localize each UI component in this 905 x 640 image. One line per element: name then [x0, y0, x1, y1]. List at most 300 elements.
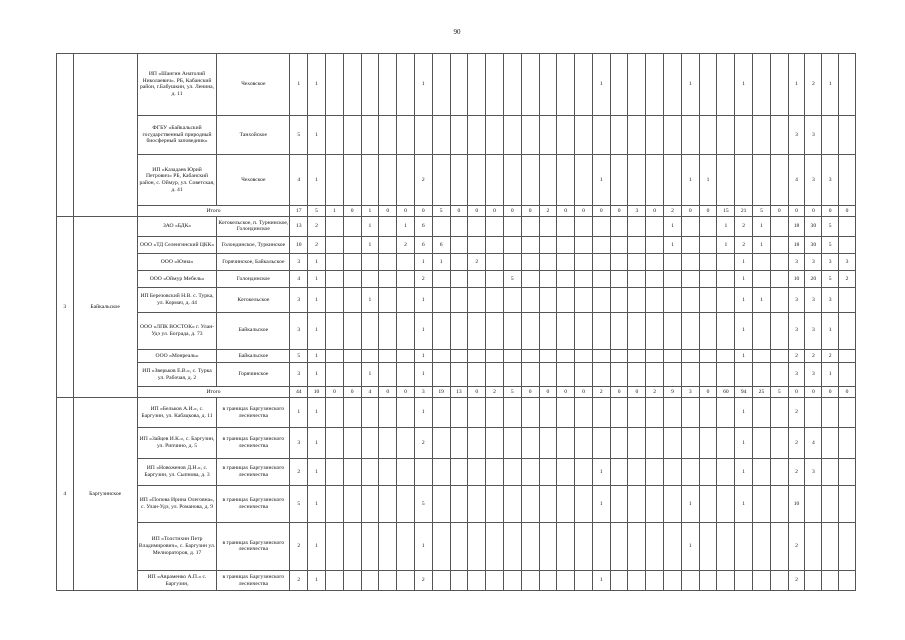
value-cell [432, 115, 450, 155]
value-cell [468, 571, 486, 591]
value-cell [646, 398, 664, 428]
value-cell [343, 115, 361, 155]
value-cell: 18 [788, 216, 805, 236]
value-cell: 30 [805, 216, 822, 236]
value-cell [486, 458, 504, 486]
value-cell [770, 236, 788, 254]
value-cell [592, 115, 610, 155]
value-cell [575, 236, 593, 254]
value-cell [503, 236, 521, 254]
total-value-cell: 0 [805, 387, 822, 398]
value-cell [681, 236, 699, 254]
value-cell [486, 155, 504, 206]
value-cell: 4 [788, 155, 805, 206]
value-cell [664, 155, 682, 206]
value-cell [681, 312, 699, 349]
value-cell [325, 363, 343, 387]
value-cell [325, 216, 343, 236]
value-cell: 1 [308, 458, 326, 486]
value-cell [379, 398, 397, 428]
value-cell [592, 236, 610, 254]
value-cell [753, 312, 771, 349]
total-value-cell: 0 [486, 205, 504, 216]
value-cell: 3 [290, 428, 308, 459]
value-cell [839, 155, 856, 206]
value-cell [628, 155, 646, 206]
value-cell: 1 [308, 486, 326, 522]
total-value-cell: 0 [343, 387, 361, 398]
value-cell [503, 312, 521, 349]
value-cell [450, 54, 468, 116]
value-cell [839, 349, 856, 362]
value-cell [397, 54, 415, 116]
value-cell [610, 486, 628, 522]
table-row [57, 428, 856, 459]
value-cell: 2 [414, 155, 432, 206]
value-cell: 1 [735, 486, 753, 522]
value-cell [503, 522, 521, 570]
value-cell: 1 [308, 254, 326, 271]
forest-users-table [56, 53, 856, 591]
value-cell [521, 254, 539, 271]
forestry-area-cell: Танхойское [217, 115, 290, 155]
value-cell [397, 312, 415, 349]
value-cell: 2 [308, 216, 326, 236]
value-cell [468, 155, 486, 206]
value-cell: 1 [753, 288, 771, 312]
value-cell [839, 522, 856, 570]
value-cell: 5 [822, 216, 839, 236]
value-cell [432, 349, 450, 362]
value-cell [539, 522, 557, 570]
value-cell [379, 486, 397, 522]
value-cell [770, 363, 788, 387]
value-cell: 1 [735, 398, 753, 428]
value-cell [610, 288, 628, 312]
value-cell: 1 [308, 398, 326, 428]
value-cell [539, 363, 557, 387]
value-cell [432, 288, 450, 312]
value-cell [503, 486, 521, 522]
value-cell [450, 216, 468, 236]
value-cell [414, 458, 432, 486]
value-cell [699, 270, 717, 288]
value-cell [770, 254, 788, 271]
value-cell: 1 [592, 486, 610, 522]
total-value-cell: 0 [343, 205, 361, 216]
value-cell [770, 270, 788, 288]
value-cell [503, 54, 521, 116]
organization-cell: ИП «Новоженов Д.Н.», с. Баргузин, ул. Сыпнова, д. 3 [137, 458, 217, 486]
value-cell [575, 349, 593, 362]
value-cell: 1 [308, 155, 326, 206]
value-cell [503, 349, 521, 362]
district-name: Баргузинское [73, 398, 137, 591]
value-cell [822, 458, 839, 486]
value-cell [325, 571, 343, 591]
value-cell [805, 522, 822, 570]
value-cell: 2 [290, 571, 308, 591]
total-value-cell: 0 [450, 205, 468, 216]
value-cell: 3 [822, 254, 839, 271]
value-cell [503, 571, 521, 591]
value-cell: 1 [308, 270, 326, 288]
value-cell [839, 398, 856, 428]
organization-cell: ИП «Зверьков Е.В.», с. Турка ул. Рабочая, д. 2 [137, 363, 217, 387]
value-cell [325, 458, 343, 486]
value-cell [699, 522, 717, 570]
table-row [57, 522, 856, 570]
value-cell [735, 522, 753, 570]
value-cell [557, 216, 575, 236]
value-cell: 1 [735, 428, 753, 459]
value-cell: 3 [805, 254, 822, 271]
value-cell: 1 [308, 522, 326, 570]
value-cell [343, 349, 361, 362]
value-cell [646, 522, 664, 570]
value-cell [361, 349, 379, 362]
total-value-cell: 0 [503, 205, 521, 216]
total-value-cell: 0 [379, 387, 397, 398]
table-row [57, 571, 856, 591]
value-cell [592, 428, 610, 459]
value-cell [521, 458, 539, 486]
value-cell [343, 254, 361, 271]
value-cell [343, 54, 361, 116]
value-cell [646, 54, 664, 116]
value-cell [664, 54, 682, 116]
value-cell: 1 [735, 54, 753, 116]
total-value-cell: 1 [325, 205, 343, 216]
value-cell [379, 270, 397, 288]
value-cell: 1 [592, 155, 610, 206]
total-value-cell: 0 [397, 205, 415, 216]
section-number: 3 [57, 216, 74, 398]
value-cell [361, 155, 379, 206]
value-cell [628, 216, 646, 236]
value-cell [646, 115, 664, 155]
value-cell [521, 236, 539, 254]
value-cell: 2 [308, 236, 326, 254]
value-cell [839, 458, 856, 486]
organization-cell: ИП «Попова Ирина Олеговна», с. Улан-Удэ, ул. Романова, д. 9 [137, 486, 217, 522]
value-cell [343, 216, 361, 236]
value-cell [397, 363, 415, 387]
value-cell [681, 428, 699, 459]
value-cell [717, 270, 735, 288]
total-value-cell: 0 [681, 205, 699, 216]
value-cell [664, 522, 682, 570]
table-row [57, 216, 856, 236]
value-cell [432, 522, 450, 570]
value-cell [361, 115, 379, 155]
section-number: 4 [57, 398, 74, 591]
value-cell [839, 288, 856, 312]
value-cell [557, 236, 575, 254]
value-cell: 1 [735, 349, 753, 362]
value-cell [735, 115, 753, 155]
table-row [57, 312, 856, 349]
value-cell [699, 486, 717, 522]
value-cell [717, 363, 735, 387]
value-cell [628, 270, 646, 288]
value-cell: 2 [788, 571, 805, 591]
value-cell [450, 363, 468, 387]
total-value-cell: 3 [681, 387, 699, 398]
value-cell [414, 115, 432, 155]
value-cell [539, 236, 557, 254]
value-cell: 2 [414, 428, 432, 459]
value-cell [325, 398, 343, 428]
value-cell [664, 349, 682, 362]
value-cell [664, 312, 682, 349]
value-cell: 2 [290, 458, 308, 486]
value-cell [361, 486, 379, 522]
value-cell [379, 571, 397, 591]
value-cell: 2 [788, 458, 805, 486]
value-cell [521, 216, 539, 236]
total-value-cell: 0 [646, 205, 664, 216]
value-cell [486, 571, 504, 591]
value-cell [717, 428, 735, 459]
value-cell [681, 115, 699, 155]
value-cell [628, 288, 646, 312]
value-cell: 5 [822, 270, 839, 288]
value-cell [468, 216, 486, 236]
value-cell [539, 312, 557, 349]
value-cell: 6 [414, 216, 432, 236]
value-cell: 1 [681, 155, 699, 206]
forestry-area-cell: Чеховское [217, 54, 290, 116]
total-value-cell: 0 [788, 387, 805, 398]
value-cell [486, 288, 504, 312]
value-cell [753, 254, 771, 271]
value-cell [770, 571, 788, 591]
value-cell [343, 288, 361, 312]
value-cell [450, 254, 468, 271]
value-cell: 5 [414, 486, 432, 522]
value-cell [770, 458, 788, 486]
value-cell [361, 254, 379, 271]
total-value-cell: 0 [397, 387, 415, 398]
value-cell [575, 155, 593, 206]
value-cell [450, 349, 468, 362]
value-cell [822, 428, 839, 459]
table-row [57, 458, 856, 486]
value-cell [822, 398, 839, 428]
value-cell [681, 270, 699, 288]
value-cell: 1 [308, 428, 326, 459]
value-cell [343, 236, 361, 254]
value-cell [539, 216, 557, 236]
value-cell [379, 363, 397, 387]
value-cell: 1 [308, 54, 326, 116]
forestry-area-cell: в границах Баргузинского лесничества [217, 486, 290, 522]
value-cell [361, 398, 379, 428]
value-cell: 3 [805, 363, 822, 387]
value-cell [397, 288, 415, 312]
value-cell [753, 428, 771, 459]
value-cell [539, 254, 557, 271]
value-cell [681, 288, 699, 312]
value-cell: 1 [361, 236, 379, 254]
value-cell [839, 216, 856, 236]
organization-cell: ИП «Толстихин Петр Владимирович», с. Баргузин ул. Мелиораторов, д. 17 [137, 522, 217, 570]
value-cell [397, 486, 415, 522]
value-cell: 3 [805, 288, 822, 312]
value-cell [646, 155, 664, 206]
organization-cell: ИП Березовский Н.В. с. Турка, ул. Кормач, д. 44 [137, 288, 217, 312]
value-cell: 1 [290, 398, 308, 428]
value-cell: 1 [414, 363, 432, 387]
value-cell: 1 [822, 363, 839, 387]
forestry-area-cell: в границах Баргузинского лесничества [217, 571, 290, 591]
value-cell [822, 115, 839, 155]
table-row [57, 236, 856, 254]
organization-cell: ИП «Зайцев И.К.», с. Баргузин, ул. Рипчино, д. 5 [137, 428, 217, 459]
value-cell: 2 [468, 254, 486, 271]
value-cell [450, 571, 468, 591]
value-cell [839, 54, 856, 116]
total-value-cell: 5 [432, 205, 450, 216]
value-cell [361, 428, 379, 459]
value-cell: 1 [735, 312, 753, 349]
total-value-cell: 2 [539, 205, 557, 216]
value-cell [592, 522, 610, 570]
value-cell [839, 363, 856, 387]
value-cell [361, 54, 379, 116]
value-cell [717, 54, 735, 116]
value-cell [770, 349, 788, 362]
table-row [57, 486, 856, 522]
value-cell [521, 288, 539, 312]
value-cell: 20 [805, 270, 822, 288]
total-row [57, 387, 856, 398]
value-cell [822, 486, 839, 522]
value-cell [361, 571, 379, 591]
value-cell [753, 155, 771, 206]
value-cell: 3 [788, 312, 805, 349]
value-cell [699, 288, 717, 312]
value-cell [646, 270, 664, 288]
value-cell [521, 54, 539, 116]
value-cell [592, 270, 610, 288]
value-cell [539, 428, 557, 459]
value-cell: 10 [788, 486, 805, 522]
value-cell [753, 363, 771, 387]
value-cell [432, 486, 450, 522]
value-cell [379, 54, 397, 116]
value-cell [343, 428, 361, 459]
total-value-cell: 0 [521, 205, 539, 216]
value-cell [592, 254, 610, 271]
value-cell: 1 [664, 216, 682, 236]
value-cell: 2 [397, 236, 415, 254]
value-cell: 3 [822, 155, 839, 206]
value-cell [699, 428, 717, 459]
value-cell [432, 571, 450, 591]
total-value-cell: 0 [379, 205, 397, 216]
district-name [73, 54, 137, 217]
total-value-cell: 0 [628, 387, 646, 398]
value-cell [450, 155, 468, 206]
value-cell: 1 [308, 115, 326, 155]
total-value-cell: 0 [592, 205, 610, 216]
value-cell [753, 54, 771, 116]
value-cell [575, 486, 593, 522]
value-cell [432, 312, 450, 349]
value-cell [325, 115, 343, 155]
value-cell [397, 115, 415, 155]
total-value-cell: 0 [699, 205, 717, 216]
value-cell: 1 [414, 312, 432, 349]
value-cell: 1 [717, 216, 735, 236]
value-cell [575, 522, 593, 570]
value-cell [503, 363, 521, 387]
total-value-cell: 21 [735, 205, 753, 216]
value-cell [486, 115, 504, 155]
value-cell [486, 270, 504, 288]
total-value-cell: 0 [788, 205, 805, 216]
value-cell [699, 398, 717, 428]
value-cell [646, 254, 664, 271]
total-value-cell: 9 [664, 387, 682, 398]
value-cell: 6 [414, 236, 432, 254]
total-value-cell: 3 [628, 205, 646, 216]
value-cell [468, 312, 486, 349]
value-cell: 3 [788, 115, 805, 155]
value-cell [379, 312, 397, 349]
value-cell [628, 363, 646, 387]
value-cell [361, 312, 379, 349]
value-cell [628, 571, 646, 591]
total-label: Итого [137, 205, 290, 216]
value-cell [361, 522, 379, 570]
value-cell [450, 312, 468, 349]
value-cell [503, 288, 521, 312]
value-cell [770, 54, 788, 116]
value-cell [397, 349, 415, 362]
value-cell [539, 486, 557, 522]
value-cell [397, 398, 415, 428]
value-cell [699, 254, 717, 271]
value-cell [592, 349, 610, 362]
value-cell [717, 115, 735, 155]
value-cell: 3 [822, 288, 839, 312]
value-cell [325, 54, 343, 116]
value-cell [664, 428, 682, 459]
value-cell: 3 [839, 254, 856, 271]
total-value-cell: 1 [361, 205, 379, 216]
total-value-cell: 19 [432, 387, 450, 398]
value-cell [770, 428, 788, 459]
total-value-cell: 0 [521, 387, 539, 398]
value-cell [699, 312, 717, 349]
organization-cell: ИП «Шангин Анатолий Николаевич». РБ, Кабанский район, г.Бабушкин, ул. Ленина, д. 11 [137, 54, 217, 116]
value-cell: 18 [788, 236, 805, 254]
value-cell [717, 571, 735, 591]
total-value-cell: 0 [468, 387, 486, 398]
total-value-cell: 10 [308, 387, 326, 398]
value-cell [325, 349, 343, 362]
total-value-cell: 0 [610, 205, 628, 216]
value-cell [521, 522, 539, 570]
value-cell: 1 [735, 270, 753, 288]
value-cell [610, 54, 628, 116]
value-cell: 1 [592, 571, 610, 591]
value-cell: 2 [822, 349, 839, 362]
value-cell [557, 254, 575, 271]
